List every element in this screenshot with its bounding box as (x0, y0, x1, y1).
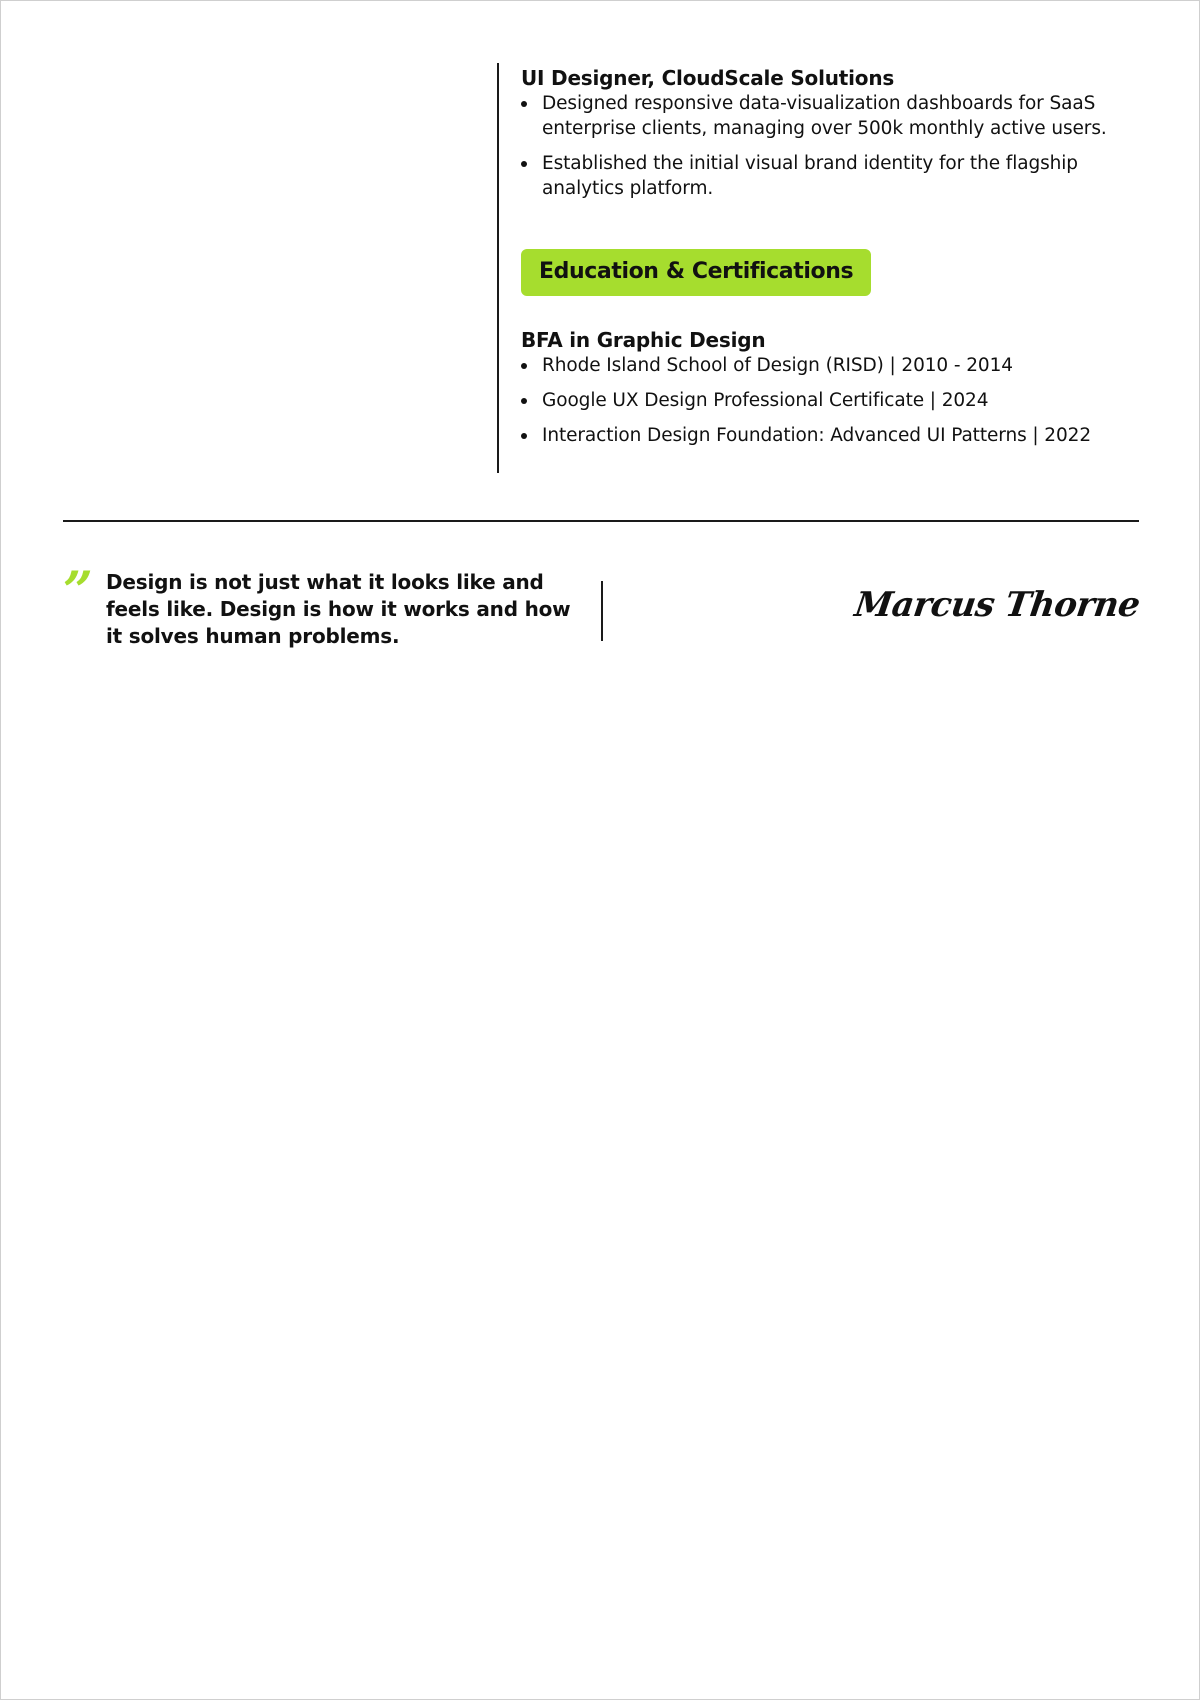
signature: Marcus Thorne (851, 585, 1142, 625)
job-bullet: Designed responsive data-visualization dashboards for SaaS enterprise clients, managing over 500k monthly active users. (521, 91, 1137, 141)
footer-quote: Design is not just what it looks like and feels like. Design is how it works and how it solves human problems. (106, 570, 571, 648)
right-column (497, 63, 1137, 473)
job-title: UI Designer, CloudScale Solutions (521, 66, 895, 90)
education-item: Google UX Design Professional Certificate | 2024 (521, 388, 1137, 413)
quote-mark-icon: ” (63, 561, 93, 622)
job-bullet: Established the initial visual brand identity for the flagship analytics platform. (521, 151, 1137, 201)
footer-divider (63, 520, 1139, 522)
education-item: Interaction Design Foundation: Advanced UI Patterns | 2022 (521, 423, 1137, 448)
education-list (521, 353, 1137, 448)
education-item: Rhode Island School of Design (RISD) | 2010 - 2014 (521, 353, 1137, 378)
degree-title: BFA in Graphic Design (521, 328, 766, 352)
education-section-heading: Education & Certifications (521, 249, 871, 296)
job-bullet-list (521, 91, 1137, 201)
footer-vertical-separator (601, 581, 603, 641)
